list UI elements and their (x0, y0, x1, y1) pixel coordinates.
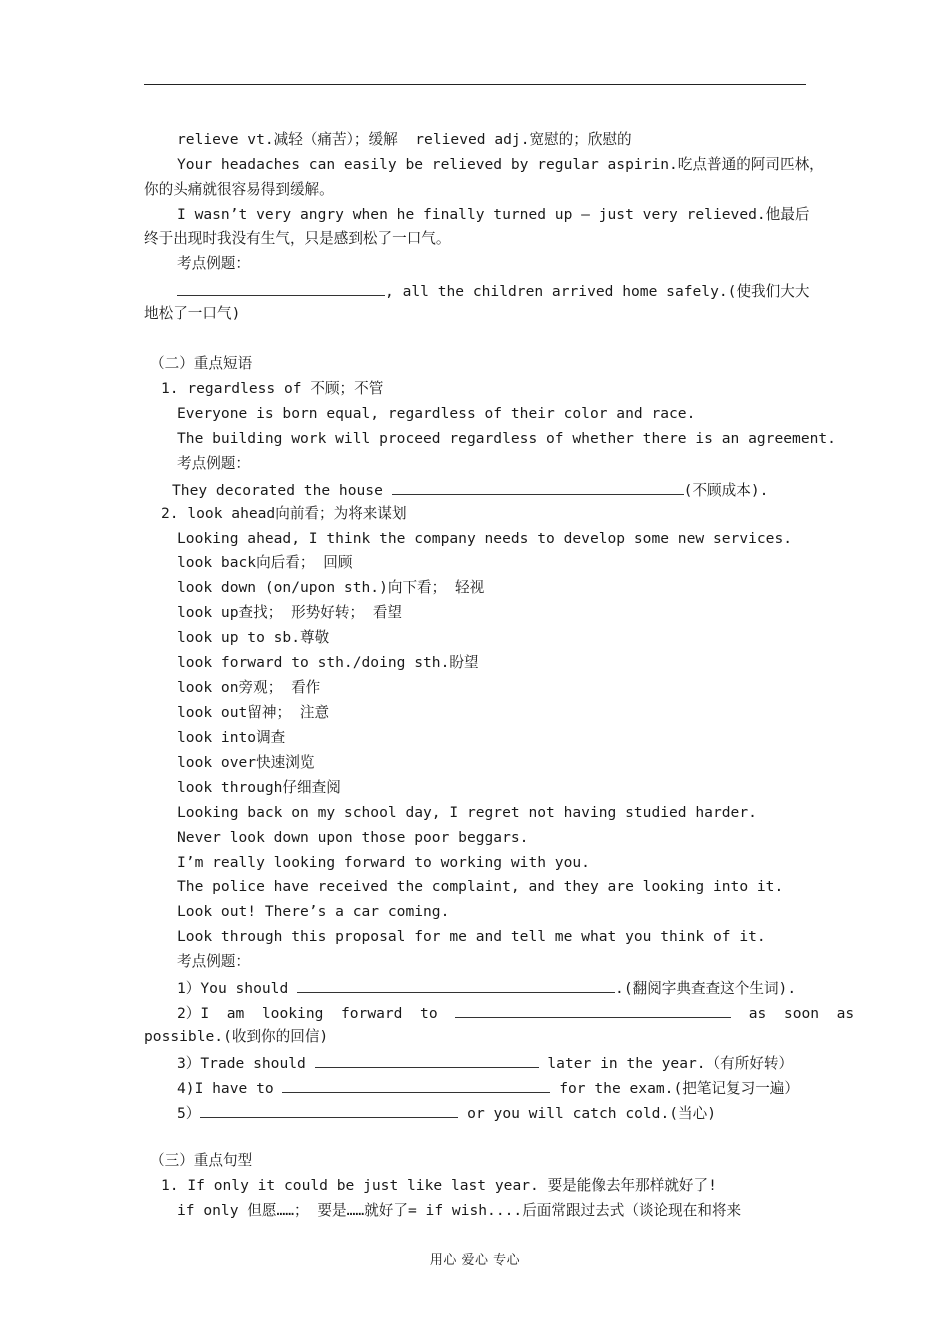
exercise-text: .(翻阅字典查查这个生词). (615, 980, 797, 997)
exercise-text: , all the children arrived home safely.(使我们大大 (385, 283, 810, 300)
exercise-text: 1）You should (177, 980, 298, 997)
text-line: Looking ahead, I think the company needs to develop some new services. (177, 530, 793, 547)
phrase-heading: 1. regardless of 不顾；不管 (161, 380, 384, 397)
text-line: relieve vt.减轻（痛苦）；缓解 relieved adj.宽慰的；欣慰的 (177, 131, 632, 148)
text-line: look out留神； 注意 (177, 704, 330, 721)
text-line: look over快速浏览 (177, 754, 315, 771)
exercise-text: 3）Trade should (177, 1055, 315, 1072)
exercise-line (177, 1053, 793, 1073)
exercise-heading: 考点例题： (177, 455, 250, 472)
exercise-text: They decorated the house (172, 482, 392, 499)
text-line: 你的头痛就很容易得到缓解。 (144, 181, 334, 198)
text-line: I’m really looking forward to working with you. (177, 854, 590, 871)
header-rule (144, 84, 806, 85)
exercise-line (177, 1103, 716, 1123)
section-heading: （二）重点短语 (150, 355, 253, 372)
text-line: Look through this proposal for me and tell me what you think of it. (177, 928, 766, 945)
text-line: 终于出现时我没有生气，只是感到松了一口气。 (144, 230, 451, 247)
answer-blank[interactable] (200, 1103, 458, 1118)
text-line: Never look down upon those poor beggars. (177, 829, 529, 846)
exercise-line (177, 978, 796, 998)
phrase-heading: 2. look ahead向前看；为将来谋划 (161, 505, 407, 522)
pattern-heading: 1. If only it could be just like last year. 要是能像去年那样就好了! (161, 1177, 717, 1194)
text-line: look forward to sth./doing sth.盼望 (177, 654, 479, 671)
text-line: look back向后看； 回顾 (177, 554, 353, 571)
exercise-text: (不顾成本). (683, 482, 769, 499)
text-line: The building work will proceed regardless of whether there is an agreement. (177, 430, 836, 447)
text-line: Everyone is born equal, regardless of their color and race. (177, 405, 696, 422)
answer-blank[interactable] (315, 1053, 539, 1068)
text-line: look up查找； 形势好转； 看望 (177, 604, 403, 621)
answer-blank[interactable] (282, 1078, 550, 1093)
text-line: if only 但愿……； 要是……就好了= if wish....后面常跟过去式（谈论现在和将来 (177, 1202, 742, 1219)
text-line: Looking back on my school day, I regret not having studied harder. (177, 804, 757, 821)
exercise-line (177, 281, 809, 301)
exercise-text: for the exam.(把笔记复习一遍） (550, 1080, 799, 1097)
text-line: 地松了一口气) (144, 305, 241, 322)
answer-blank[interactable] (177, 281, 385, 296)
exercise-heading: 考点例题： (177, 255, 250, 272)
section-heading: （三）重点句型 (150, 1152, 253, 1169)
exercise-text: as soon as (731, 1005, 855, 1022)
text-line: look up to sb.尊敬 (177, 629, 330, 646)
text-line: look down (on/upon sth.)向下看； 轻视 (177, 579, 485, 596)
text-line: Your headaches can easily be relieved by regular aspirin.吃点普通的阿司匹林， (177, 156, 824, 173)
answer-blank[interactable] (297, 978, 615, 993)
exercise-line (177, 1003, 854, 1023)
exercise-text: or you will catch cold.(当心) (458, 1105, 717, 1122)
exercise-text: later in the year.（有所好转） (538, 1055, 794, 1072)
answer-blank[interactable] (392, 480, 684, 495)
text-line: look through仔细查阅 (177, 779, 341, 796)
exercise-text: 5） (177, 1105, 201, 1122)
exercise-heading: 考点例题： (177, 953, 250, 970)
text-line: Look out! There’s a car coming. (177, 903, 450, 920)
text-line: I wasn’t very angry when he finally turned up – just very relieved.他最后 (177, 206, 810, 223)
exercise-text: 4)I have to (177, 1080, 283, 1097)
text-line: look into调查 (177, 729, 286, 746)
page-footer: 用心 爱心 专心 (429, 1253, 521, 1268)
exercise-line (172, 480, 768, 500)
text-line: The police have received the complaint, and they are looking into it. (177, 878, 784, 895)
answer-blank[interactable] (455, 1003, 731, 1018)
text-line: look on旁观； 看作 (177, 679, 321, 696)
exercise-text: 2）I am looking forward to (177, 1005, 456, 1022)
text-line: possible.(收到你的回信) (144, 1028, 329, 1045)
exercise-line (177, 1078, 799, 1098)
